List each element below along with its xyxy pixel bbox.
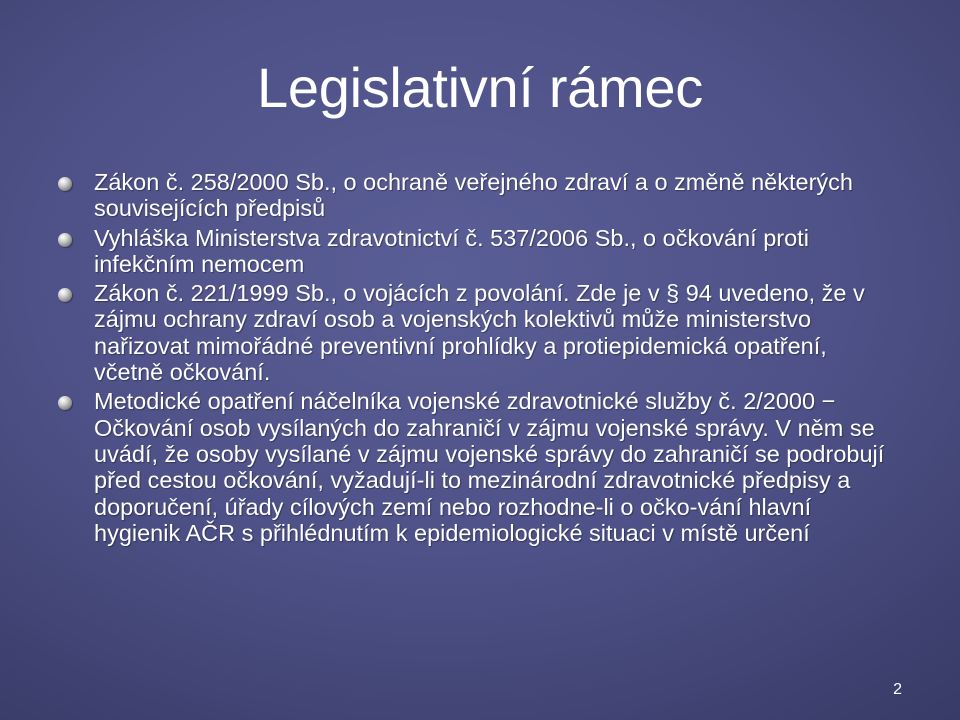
slide-title: Legislativní rámec xyxy=(257,56,703,119)
sphere-bullet-icon xyxy=(58,396,72,410)
bullet-item xyxy=(94,169,894,222)
bullet-text: Vyhláška Ministerstva zdravotnictví č. 537/2006 Sb., o očkování proti infekčním nemocem xyxy=(94,224,809,277)
page-number: 2 xyxy=(893,681,902,698)
bullet-text: Metodické opatření náčelníka vojenské zdravotnické služby č. 2/2000 − Očkování osob vysílaných do zahraničí v zájmu vojenské správy. V něm se uvádí, že osoby vysílané v zájmu vojenské správy do zahraničí se podrobují před cestou očkování, vyžadují-li to mezinárodní zdravotnické předpisy a doporučení, úřady cílových zemí nebo rozhodne-li o očko-vání hlavní hygienik AČR s přihlédnutím k epidemiologické situaci v místě určení xyxy=(94,388,885,546)
bullet-list xyxy=(94,169,894,549)
bullet-item xyxy=(94,225,894,278)
sphere-bullet-icon xyxy=(58,233,72,247)
bullet-item xyxy=(94,280,894,385)
bullet-item xyxy=(94,388,894,546)
sphere-bullet-icon xyxy=(58,288,72,302)
bullet-text: Zákon č. 221/1999 Sb., o vojácích z povolání. Zde je v § 94 uvedeno, že v zájmu ochrany zdraví osob a vojenských kolektivů může ministerstvo nařizovat mimořádné preventivní prohlídky a protiepidemická opatření, včetně očkování. xyxy=(94,280,865,386)
bullet-text: Zákon č. 258/2000 Sb., o ochraně veřejného zdraví a o změně některých souvisejících předpisů xyxy=(94,169,853,222)
sphere-bullet-icon xyxy=(58,177,72,191)
